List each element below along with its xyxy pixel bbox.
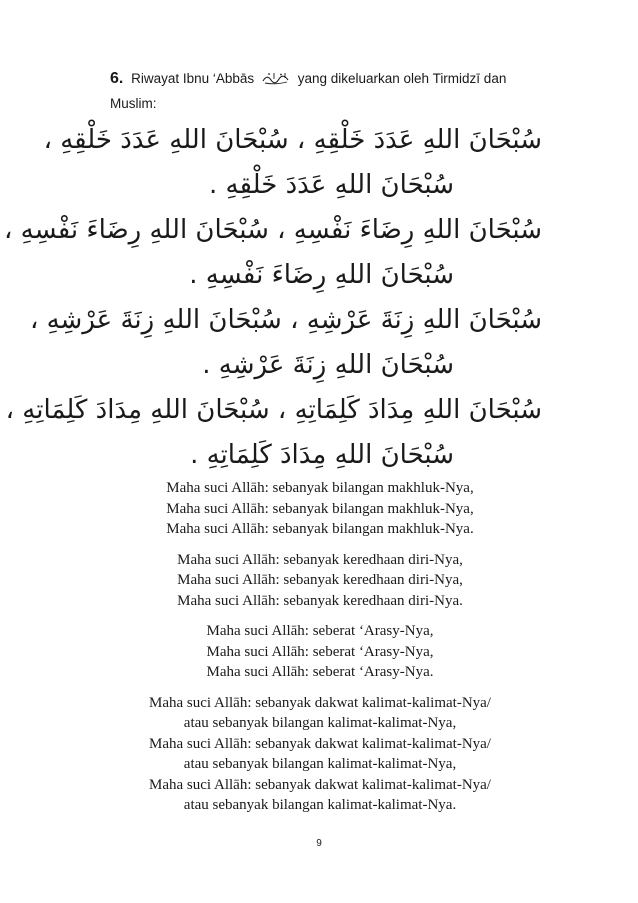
arabic-line: سُبْحَانَ اللهِ مِدَادَ كَلِمَاتِهِ ، سُبْحَانَ اللهِ مِدَادَ كَلِمَاتِهِ ،: [5, 395, 542, 425]
translation-block: [110, 478, 530, 826]
translation-line: Maha suci Allāh: sebanyak dakwat kalimat-kalimat-Nya/: [149, 776, 491, 793]
translation-line: Maha suci Allāh: sebanyak dakwat kalimat-kalimat-Nya/: [149, 694, 491, 711]
arabic-line: سُبْحَانَ اللهِ مِدَادَ كَلِمَاتِهِ .: [190, 440, 454, 470]
translation-line: Maha suci Allāh: sebanyak bilangan makhluk-Nya.: [166, 521, 474, 537]
arabic-line: سُبْحَانَ اللهِ زِنَةَ عَرْشِهِ ، سُبْحَانَ اللهِ زِنَةَ عَرْشِهِ ،: [29, 305, 542, 335]
honorific-calligraphy: [261, 71, 291, 85]
translation-line: atau sebanyak bilangan kalimat-kalimat-Nya,: [183, 715, 457, 731]
translation-line: Maha suci Allāh: sebanyak dakwat kalimat-kalimat-Nya/: [149, 735, 491, 752]
arabic-line: سُبْحَانَ اللهِ رِضَاءَ نَفْسِهِ ، سُبْحَانَ اللهِ رِضَاءَ نَفْسِهِ ،: [3, 215, 542, 245]
page-number: 9: [316, 838, 322, 849]
translation-line: Maha suci Allāh: sebanyak keredhaan diri-Nya,: [177, 551, 463, 568]
translation-line: atau sebanyak bilangan kalimat-kalimat-Nya,: [183, 756, 457, 772]
section-heading: [110, 66, 530, 116]
arabic-line: سُبْحَانَ اللهِ عَدَدَ خَلْقِهِ .: [209, 170, 454, 200]
translation-group-kalimat: [110, 693, 530, 816]
heading-text-after: yang dikeluarkan oleh Tirmidzī dan Muslim:: [110, 71, 507, 111]
arabic-line: سُبْحَانَ اللهِ رِضَاءَ نَفْسِهِ .: [189, 260, 454, 290]
translation-line: Maha suci Allāh: sebanyak bilangan makhluk-Nya,: [166, 500, 474, 517]
arabic-line: سُبْحَانَ اللهِ عَدَدَ خَلْقِهِ ، سُبْحَانَ اللهِ عَدَدَ خَلْقِهِ ،: [43, 125, 542, 155]
translation-line: Maha suci Allāh: sebanyak keredhaan diri-Nya.: [177, 592, 463, 609]
heading-text-before: Riwayat Ibnu ‘Abbās: [131, 71, 255, 86]
section-number: 6.: [110, 70, 124, 87]
arabic-dhikr-block: [3, 118, 542, 478]
translation-group-arasy: [110, 621, 530, 683]
translation-group-keredhaan: [110, 550, 530, 612]
arabic-line: سُبْحَانَ اللهِ زِنَةَ عَرْشِهِ .: [202, 350, 454, 380]
translation-line: Maha suci Allāh: seberat ‘Arasy-Nya,: [206, 623, 434, 639]
translation-line: Maha suci Allāh: seberat ‘Arasy-Nya.: [206, 664, 434, 680]
translation-line: Maha suci Allāh: seberat ‘Arasy-Nya,: [206, 643, 434, 660]
translation-line: Maha suci Allāh: sebanyak bilangan makhluk-Nya,: [166, 480, 474, 496]
translation-line: Maha suci Allāh: sebanyak keredhaan diri-Nya,: [177, 572, 463, 588]
translation-group-makhluk: [110, 478, 530, 540]
translation-line: atau sebanyak bilangan kalimat-kalimat-Nya.: [183, 797, 457, 813]
